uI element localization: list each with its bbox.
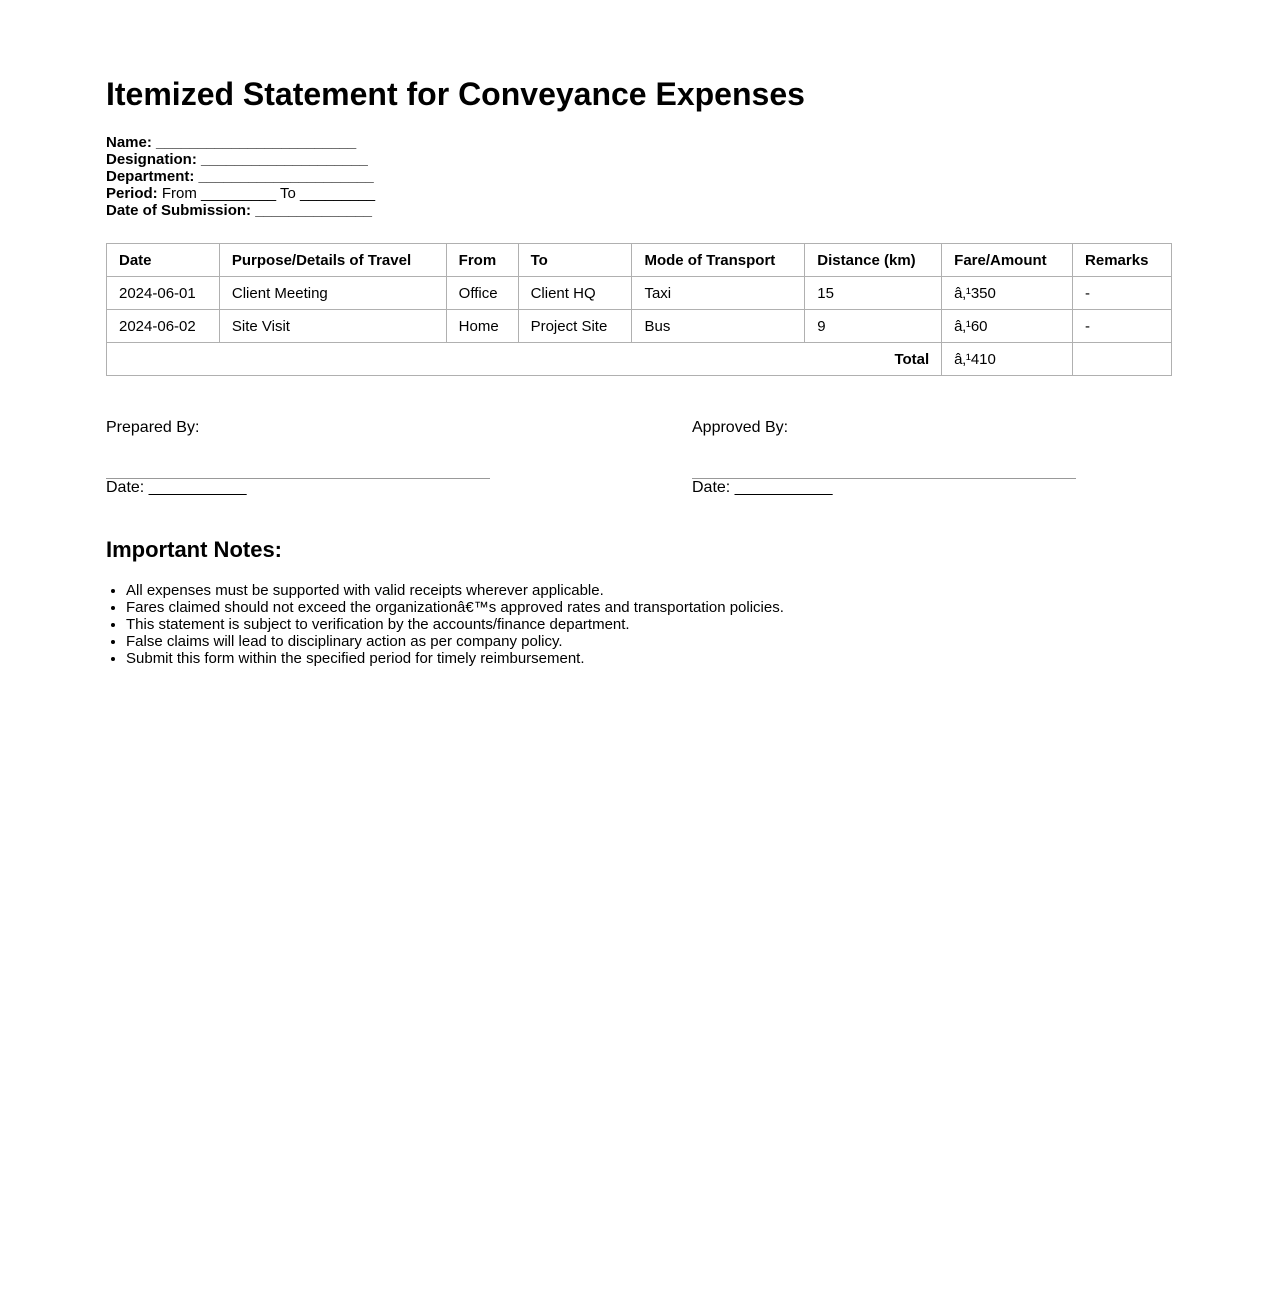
designation-field xyxy=(106,151,375,168)
total-row xyxy=(107,343,1172,376)
cell-to: Project Site xyxy=(518,310,632,343)
total-label: Total xyxy=(107,343,942,376)
employee-fields xyxy=(106,134,375,219)
period-label: Period: xyxy=(106,185,158,202)
cell-mode: Taxi xyxy=(632,277,805,310)
cell-mode: Bus xyxy=(632,310,805,343)
header-mode: Mode of Transport xyxy=(632,244,805,277)
period-field xyxy=(106,185,375,202)
cell-from: Office xyxy=(446,277,518,310)
submission-date-field xyxy=(106,202,375,219)
header-fare: Fare/Amount xyxy=(942,244,1073,277)
cell-purpose: Client Meeting xyxy=(219,277,446,310)
approved-date: Date: ___________ xyxy=(692,479,833,496)
submission-label: Date of Submission: xyxy=(106,202,252,219)
department-blank: _____________________ xyxy=(198,168,374,185)
cell-date: 2024-06-02 xyxy=(107,310,220,343)
cell-date: 2024-06-01 xyxy=(107,277,220,310)
department-field xyxy=(106,168,375,185)
cell-from: Home xyxy=(446,310,518,343)
table-row xyxy=(107,310,1172,343)
approved-by-label: Approved By: xyxy=(692,419,789,436)
period-range: From _________ To _________ xyxy=(161,185,376,202)
prepared-by-block xyxy=(106,418,490,497)
name-field xyxy=(106,134,375,151)
name-blank: ________________________ xyxy=(156,134,357,151)
submission-blank: ______________ xyxy=(255,202,372,219)
cell-remarks: - xyxy=(1073,310,1172,343)
list-item: • Fares claimed should not exceed the organizationâ€™s approved rates and transportation policies. xyxy=(126,599,784,616)
prepared-date: Date: ___________ xyxy=(106,479,247,496)
cell-to: Client HQ xyxy=(518,277,632,310)
header-date: Date xyxy=(107,244,220,277)
cell-fare: â‚¹60 xyxy=(942,310,1073,343)
prepared-by-label: Prepared By: xyxy=(106,419,200,436)
name-label: Name: xyxy=(106,134,152,151)
header-purpose: Purpose/Details of Travel xyxy=(219,244,446,277)
table-header-row xyxy=(107,244,1172,277)
header-from: From xyxy=(446,244,518,277)
list-item: • Submit this form within the specified period for timely reimbursement. xyxy=(126,650,784,667)
designation-label: Designation: xyxy=(106,151,197,168)
cell-remarks: - xyxy=(1073,277,1172,310)
total-remarks xyxy=(1073,343,1172,376)
list-item: • This statement is subject to verification by the accounts/finance department. xyxy=(126,616,784,633)
header-distance: Distance (km) xyxy=(805,244,942,277)
header-remarks: Remarks xyxy=(1073,244,1172,277)
approved-by-block xyxy=(692,418,1076,497)
list-item: • False claims will lead to disciplinary action as per company policy. xyxy=(126,633,784,650)
cell-distance: 9 xyxy=(805,310,942,343)
expenses-table xyxy=(106,243,1172,376)
notes-list xyxy=(106,582,784,667)
header-to: To xyxy=(518,244,632,277)
cell-fare: â‚¹350 xyxy=(942,277,1073,310)
table-row xyxy=(107,277,1172,310)
list-item: • All expenses must be supported with valid receipts wherever applicable. xyxy=(126,582,784,599)
page-title: Itemized Statement for Conveyance Expenses xyxy=(106,76,805,112)
total-amount: â‚¹410 xyxy=(942,343,1073,376)
department-label: Department: xyxy=(106,168,195,185)
designation-blank: ____________________ xyxy=(201,151,368,168)
notes-heading: Important Notes: xyxy=(106,537,282,562)
cell-purpose: Site Visit xyxy=(219,310,446,343)
cell-distance: 15 xyxy=(805,277,942,310)
